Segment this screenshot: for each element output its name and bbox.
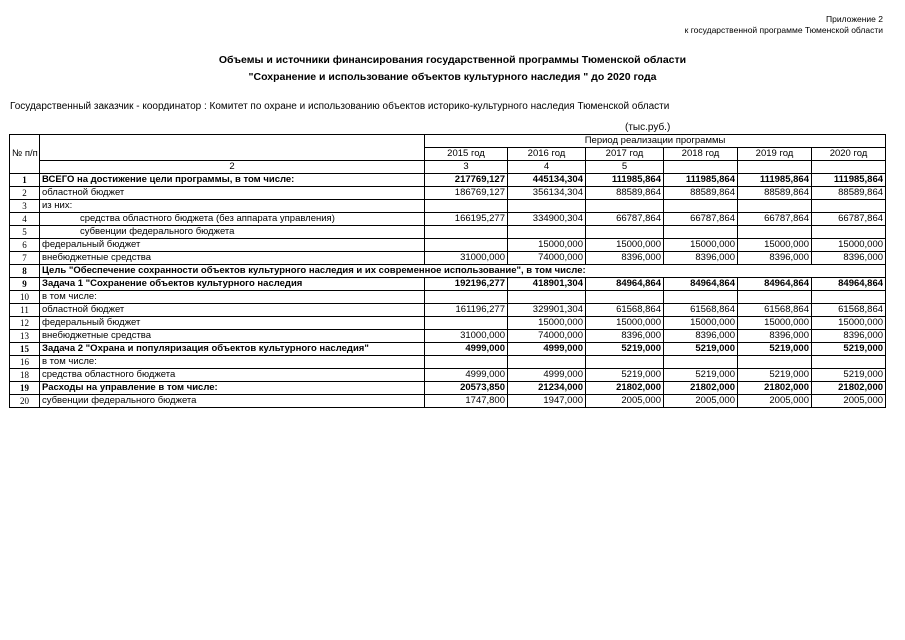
row-value: 15000,000 (812, 317, 886, 330)
row-value: 84964,864 (812, 278, 886, 291)
header-num-col: № п/п (10, 135, 40, 174)
row-value (812, 356, 886, 369)
table-row (10, 382, 886, 395)
row-value: 84964,864 (586, 278, 664, 291)
row-number: 11 (10, 304, 40, 317)
row-number: 8 (10, 265, 40, 278)
row-value: 5219,000 (664, 369, 738, 382)
header-period: Период реализации программы (425, 135, 886, 148)
row-value: 84964,864 (738, 278, 812, 291)
header-year: 2020 год (812, 148, 886, 161)
row-name: областной бюджет (40, 187, 425, 200)
row-name: внебюджетные средства (40, 252, 425, 265)
row-value (508, 356, 586, 369)
row-value: 31000,000 (425, 330, 508, 343)
row-name: федеральный бюджет (40, 239, 425, 252)
row-value: 2005,000 (738, 395, 812, 408)
row-value: 1747,800 (425, 395, 508, 408)
row-number: 6 (10, 239, 40, 252)
row-value: 88589,864 (738, 187, 812, 200)
table-row (10, 343, 886, 356)
row-value: 4999,000 (508, 369, 586, 382)
row-value: 329901,304 (508, 304, 586, 317)
appendix-line-2: к государственной программе Тюменской области (684, 25, 883, 35)
row-number: 10 (10, 291, 40, 304)
row-number: 18 (10, 369, 40, 382)
row-value: 192196,277 (425, 278, 508, 291)
row-value: 5219,000 (586, 343, 664, 356)
row-value: 5219,000 (738, 343, 812, 356)
row-value: 217769,127 (425, 174, 508, 187)
col-number: 5 (586, 161, 664, 174)
row-number: 15 (10, 343, 40, 356)
row-name: из них: (40, 200, 425, 213)
row-name: в том числе: (40, 356, 425, 369)
table-row (10, 174, 886, 187)
appendix-line-1: Приложение 2 (826, 14, 883, 24)
row-value (738, 356, 812, 369)
table-body (10, 174, 886, 408)
row-value (425, 239, 508, 252)
header-year: 2016 год (508, 148, 586, 161)
row-number: 4 (10, 213, 40, 226)
row-value: 61568,864 (738, 304, 812, 317)
col-number (738, 161, 812, 174)
row-value: 5219,000 (738, 369, 812, 382)
row-number: 7 (10, 252, 40, 265)
row-value: 15000,000 (508, 317, 586, 330)
header-row-period (10, 135, 886, 148)
row-value (586, 200, 664, 213)
row-value: 5219,000 (586, 369, 664, 382)
row-value: 74000,000 (508, 252, 586, 265)
row-value (425, 291, 508, 304)
units-label: (тыс.руб.) (625, 122, 671, 133)
header-year: 2017 год (586, 148, 664, 161)
row-value: 21802,000 (812, 382, 886, 395)
header-year: 2019 год (738, 148, 812, 161)
table-row (10, 291, 886, 304)
row-value: 8396,000 (738, 330, 812, 343)
row-name: средства областного бюджета (40, 369, 425, 382)
row-name: субвенции федерального бюджета (40, 395, 425, 408)
row-value: 15000,000 (812, 239, 886, 252)
row-value (812, 200, 886, 213)
row-value: 445134,304 (508, 174, 586, 187)
row-number: 9 (10, 278, 40, 291)
appendix-note (685, 14, 883, 36)
table-row (10, 213, 886, 226)
table-row (10, 252, 886, 265)
row-value: 4999,000 (508, 343, 586, 356)
row-value: 84964,864 (664, 278, 738, 291)
row-name: средства областного бюджета (без аппарата управления) (40, 213, 425, 226)
row-value: 418901,304 (508, 278, 586, 291)
row-number: 5 (10, 226, 40, 239)
row-value (508, 226, 586, 239)
row-value: 21802,000 (664, 382, 738, 395)
row-value: 74000,000 (508, 330, 586, 343)
row-value (664, 200, 738, 213)
row-value (586, 356, 664, 369)
financing-table (9, 134, 886, 408)
row-value: 88589,864 (586, 187, 664, 200)
row-value: 2005,000 (586, 395, 664, 408)
row-name: ВСЕГО на достижение цели программы, в том числе: (40, 174, 425, 187)
row-name: субвенции федерального бюджета (40, 226, 425, 239)
row-value: 61568,864 (664, 304, 738, 317)
row-value (425, 356, 508, 369)
row-value (508, 291, 586, 304)
table-row (10, 330, 886, 343)
row-value: 356134,304 (508, 187, 586, 200)
col-number: 2 (40, 161, 425, 174)
row-name: Задача 2 "Охрана и популяризация объектов культурного наследия" (40, 343, 425, 356)
row-value: 8396,000 (586, 252, 664, 265)
row-number: 2 (10, 187, 40, 200)
table-row (10, 265, 886, 278)
row-value: 334900,304 (508, 213, 586, 226)
table-row (10, 395, 886, 408)
row-value: 166195,277 (425, 213, 508, 226)
row-value (586, 226, 664, 239)
row-number: 3 (10, 200, 40, 213)
row-value (425, 200, 508, 213)
row-value: 66787,864 (664, 213, 738, 226)
row-value: 4999,000 (425, 343, 508, 356)
row-value (738, 291, 812, 304)
table-row (10, 200, 886, 213)
row-name: в том числе: (40, 291, 425, 304)
row-value (664, 356, 738, 369)
row-value: 88589,864 (664, 187, 738, 200)
row-value: 2005,000 (812, 395, 886, 408)
title-line-2: "Сохранение и использование объектов культурного наследия " до 2020 года (248, 71, 657, 83)
row-name: Расходы на управление в том числе: (40, 382, 425, 395)
row-value (664, 291, 738, 304)
row-name: Задача 1 "Сохранение объектов культурного наследия (40, 278, 425, 291)
row-value: 15000,000 (508, 239, 586, 252)
row-value: 15000,000 (664, 317, 738, 330)
col-number (664, 161, 738, 174)
row-value: 61568,864 (586, 304, 664, 317)
table-row (10, 226, 886, 239)
row-value: 8396,000 (812, 252, 886, 265)
row-value: 4999,000 (425, 369, 508, 382)
row-value: 8396,000 (586, 330, 664, 343)
document-title (0, 52, 905, 86)
table-row (10, 239, 886, 252)
row-value: 15000,000 (586, 239, 664, 252)
row-value: 111985,864 (738, 174, 812, 187)
col-number: 3 (425, 161, 508, 174)
header-name-col (40, 135, 425, 161)
row-value: 161196,277 (425, 304, 508, 317)
row-value: 21234,000 (508, 382, 586, 395)
row-value: 8396,000 (738, 252, 812, 265)
row-value: 21802,000 (738, 382, 812, 395)
row-value (812, 226, 886, 239)
row-value (586, 291, 664, 304)
header-year: 2015 год (425, 148, 508, 161)
row-value: 61568,864 (812, 304, 886, 317)
row-name: внебюджетные средства (40, 330, 425, 343)
table-row (10, 317, 886, 330)
row-number: 13 (10, 330, 40, 343)
row-value: 5219,000 (812, 343, 886, 356)
row-value: 8396,000 (664, 330, 738, 343)
row-value: 15000,000 (664, 239, 738, 252)
header-year: 2018 год (664, 148, 738, 161)
row-value: 8396,000 (812, 330, 886, 343)
row-number: 19 (10, 382, 40, 395)
row-value: 66787,864 (812, 213, 886, 226)
row-value: 31000,000 (425, 252, 508, 265)
row-number: 16 (10, 356, 40, 369)
row-value: 111985,864 (664, 174, 738, 187)
row-value: 66787,864 (738, 213, 812, 226)
row-value (664, 226, 738, 239)
row-value: 5219,000 (812, 369, 886, 382)
row-value: 20573,850 (425, 382, 508, 395)
table-row (10, 187, 886, 200)
row-value (508, 200, 586, 213)
row-value: 1947,000 (508, 395, 586, 408)
state-customer: Государственный заказчик - координатор : Комитет по охране и использованию объектов историко-культурного наследия Тюменской области (10, 101, 670, 112)
row-value: 111985,864 (812, 174, 886, 187)
col-number (812, 161, 886, 174)
col-number: 4 (508, 161, 586, 174)
row-value: 88589,864 (812, 187, 886, 200)
row-value: 21802,000 (586, 382, 664, 395)
row-name: областной бюджет (40, 304, 425, 317)
table-row (10, 304, 886, 317)
row-value: 8396,000 (664, 252, 738, 265)
row-name: Цель "Обеспечение сохранности объектов культурного наследия и их современное использование", в том числе: (40, 265, 886, 278)
row-value (738, 226, 812, 239)
row-number: 12 (10, 317, 40, 330)
row-value: 186769,127 (425, 187, 508, 200)
row-number: 1 (10, 174, 40, 187)
row-value: 15000,000 (738, 317, 812, 330)
header-row-col-numbers (10, 161, 886, 174)
row-name: федеральный бюджет (40, 317, 425, 330)
row-value: 111985,864 (586, 174, 664, 187)
row-value: 15000,000 (738, 239, 812, 252)
row-value: 66787,864 (586, 213, 664, 226)
table-row (10, 369, 886, 382)
row-value (738, 200, 812, 213)
row-value (425, 317, 508, 330)
row-value (425, 226, 508, 239)
row-value: 2005,000 (664, 395, 738, 408)
table-row (10, 356, 886, 369)
row-number: 20 (10, 395, 40, 408)
row-value (812, 291, 886, 304)
row-value: 15000,000 (586, 317, 664, 330)
title-line-1: Объемы и источники финансирования государственной программы Тюменской области (218, 54, 687, 66)
row-value: 5219,000 (664, 343, 738, 356)
table-row (10, 278, 886, 291)
